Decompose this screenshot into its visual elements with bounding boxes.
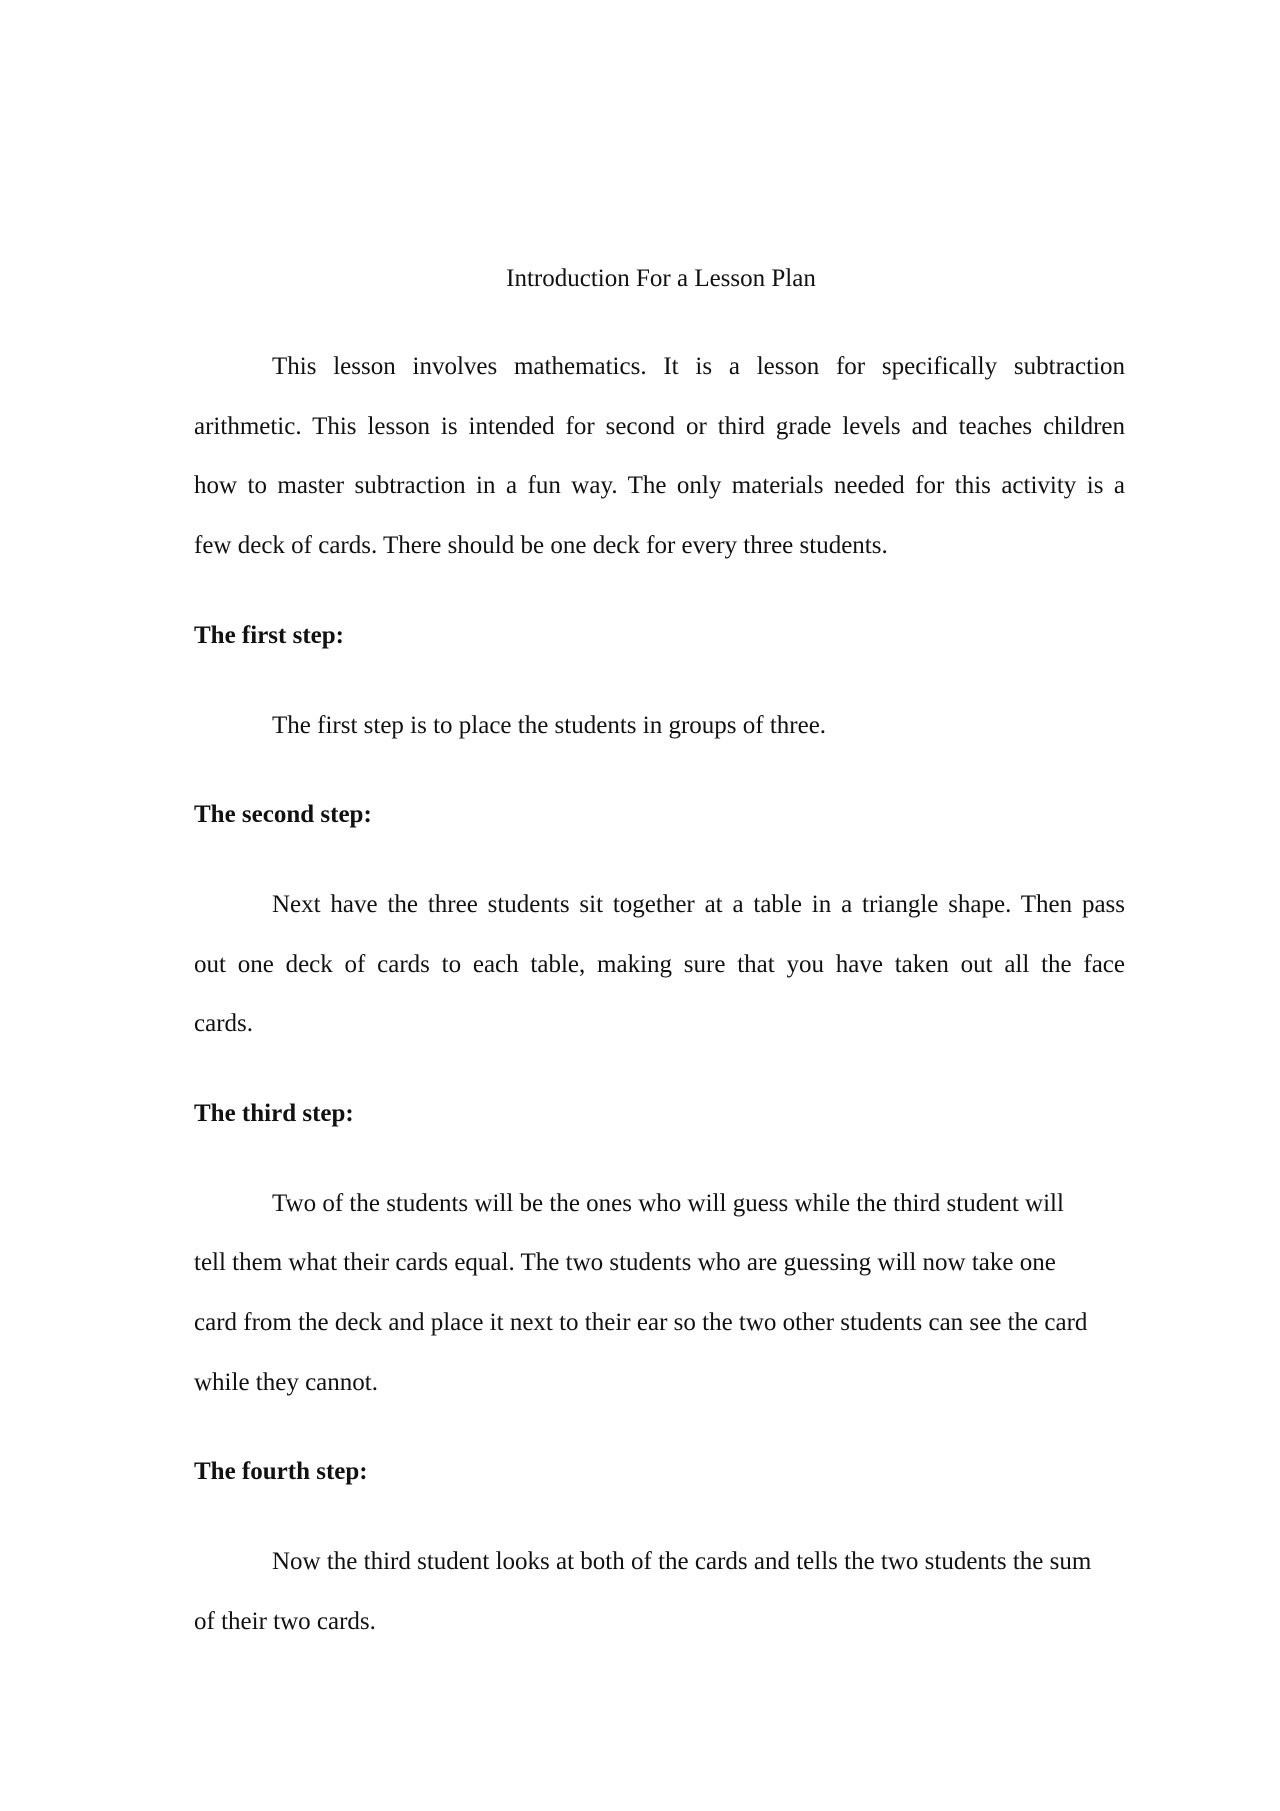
step-3-line-4: while they cannot. (194, 1369, 378, 1396)
step-4-line-2: of their two cards. (194, 1608, 376, 1635)
intro-line-4: few deck of cards. There should be one deck for every three students. (194, 532, 888, 559)
step-3-heading: The third step: (194, 1100, 354, 1127)
step-2-line-1: Next have the three students sit together at a table in a triangle shape. Then pass (272, 891, 1125, 918)
step-1-line-1: The first step is to place the students in groups of three. (272, 712, 827, 739)
intro-line-1: This lesson involves mathematics. It is a lesson for specifically subtraction (272, 353, 1125, 380)
step-4-heading: The fourth step: (194, 1458, 368, 1485)
step-3-line-1: Two of the students will be the ones who will guess while the third student will (272, 1190, 1064, 1217)
step-3-line-2: tell them what their cards equal. The two students who are guessing will now take one (194, 1249, 1056, 1276)
step-3-line-3: card from the deck and place it next to their ear so the two other students can see the card (194, 1309, 1088, 1336)
intro-line-3: how to master subtraction in a fun way. The only materials needed for this activity is a (194, 472, 1125, 499)
step-1-heading: The first step: (194, 622, 344, 649)
page-title: Introduction For a Lesson Plan (506, 265, 816, 292)
step-2-line-2: out one deck of cards to each table, making sure that you have taken out all the face (194, 951, 1125, 978)
step-2-line-3: cards. (194, 1010, 253, 1037)
intro-line-2: arithmetic. This lesson is intended for second or third grade levels and teaches children (194, 413, 1125, 440)
step-2-heading: The second step: (194, 801, 372, 828)
step-4-line-1: Now the third student looks at both of the cards and tells the two students the sum (272, 1548, 1092, 1575)
